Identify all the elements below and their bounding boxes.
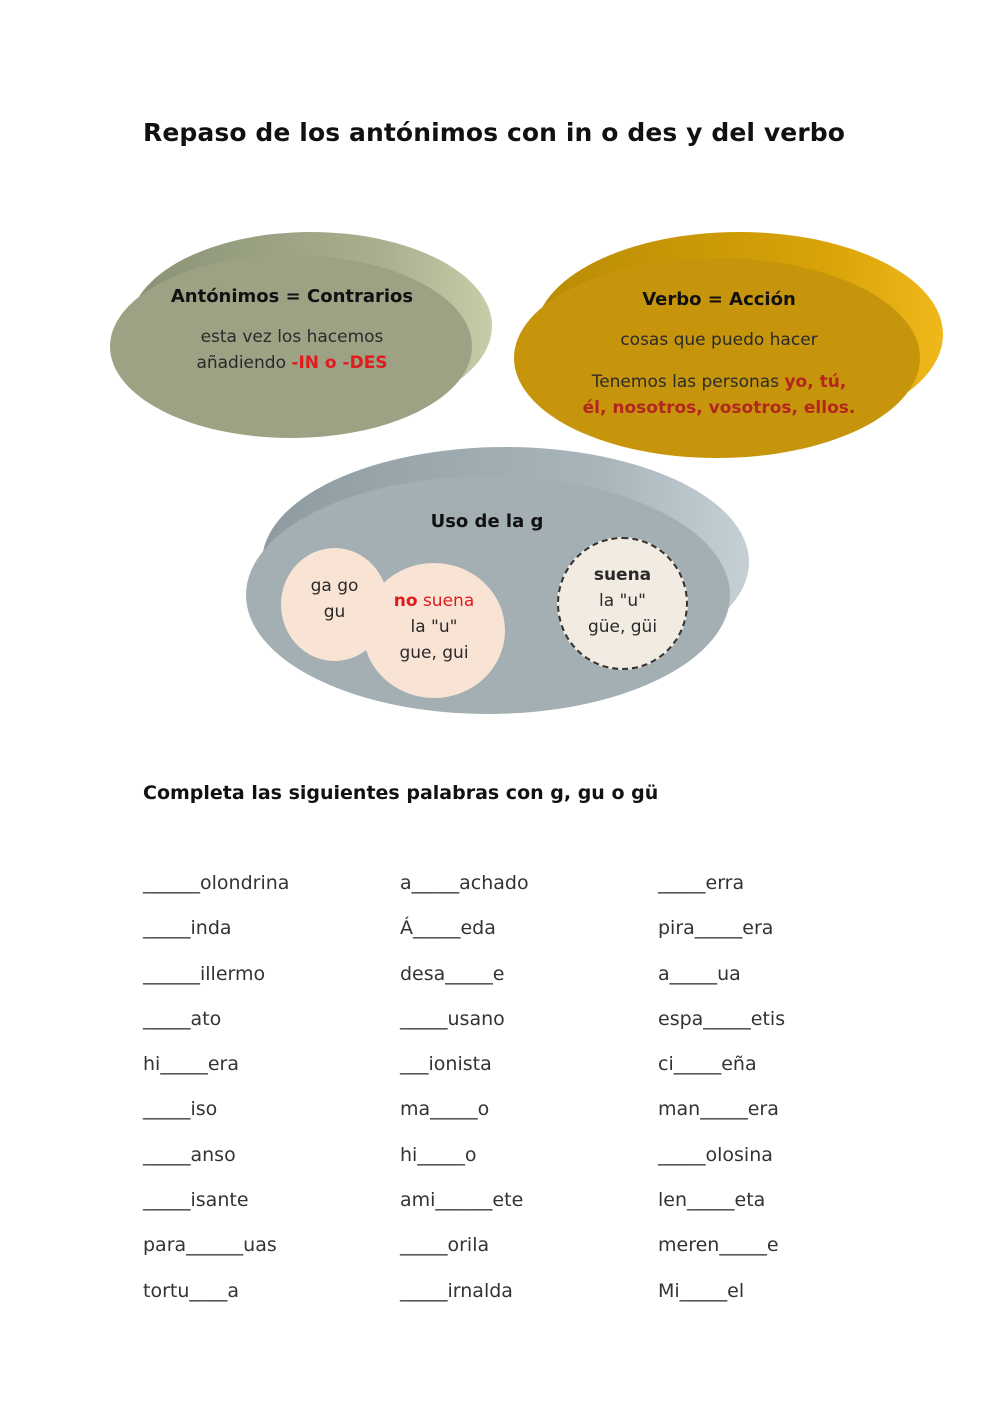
word-column-1 (143, 871, 289, 1324)
word-item: Mi_____el (658, 1279, 745, 1302)
word-item: _____irnalda (400, 1279, 513, 1302)
verbo-line3 (560, 395, 878, 421)
circle2-line3: gue, gui (399, 643, 469, 663)
antonimos-heading: Antónimos = Contrarios (170, 286, 414, 307)
circle2-no: no (393, 591, 418, 611)
circle-suena (557, 537, 688, 670)
word-item: _____usano (400, 1007, 505, 1030)
verbo-heading: Verbo = Acción (642, 289, 796, 310)
verbo-line1: cosas que puedo hacer (620, 330, 818, 350)
verbo-line2 (560, 369, 878, 395)
word-item: _____orila (400, 1234, 490, 1257)
circle3-line2: la "u" (599, 591, 646, 611)
verbo-line2-prefix: Tenemos las personas (591, 372, 780, 392)
word-item: ___ionista (400, 1053, 492, 1076)
word-item: para______uas (143, 1234, 277, 1257)
word-item: pira_____era (658, 917, 774, 940)
word-item: _____olosina (658, 1143, 773, 1166)
circle2-line2: la "u" (410, 617, 458, 637)
word-item: Á_____eda (400, 917, 496, 940)
word-item: _____ato (143, 1007, 222, 1030)
antonimos-line2 (150, 350, 434, 376)
word-item: ci_____eña (658, 1053, 757, 1076)
word-item: ami______ete (400, 1189, 524, 1212)
circle1-line2: gu (323, 602, 346, 622)
word-item: meren_____e (658, 1234, 779, 1257)
circle3-line3: güe, güi (587, 617, 658, 637)
word-item: espa_____etis (658, 1007, 786, 1030)
circle2-suena: suena (422, 591, 475, 611)
word-item: _____erra (658, 872, 745, 894)
page-title: Repaso de los antónimos con in o des y del verbo (143, 118, 846, 147)
word-item: _____iso (143, 1098, 218, 1121)
word-item: a_____ua (658, 962, 741, 985)
uso-heading: Uso de la g (430, 511, 544, 532)
circle2-line1 (363, 588, 505, 614)
word-item: _____isante (143, 1189, 249, 1212)
word-item: man_____era (658, 1098, 779, 1121)
word-item: hi_____era (143, 1053, 239, 1076)
word-item: a_____achado (400, 872, 529, 894)
word-item: ______illermo (143, 962, 266, 985)
word-item: ______olondrina (143, 872, 290, 894)
circle3-suena: suena (593, 565, 652, 585)
word-item: hi_____o (400, 1143, 477, 1166)
word-item: ma_____o (400, 1098, 490, 1121)
word-column-3 (658, 871, 785, 1324)
circle1-line1: ga go (310, 576, 359, 596)
word-item: _____inda (143, 917, 232, 940)
verbo-text (560, 289, 878, 421)
verbo-personas-highlight-2: él, nosotros, vosotros, ellos. (582, 398, 856, 418)
word-item: _____anso (143, 1143, 236, 1166)
word-item: desa_____e (400, 962, 505, 985)
exercise-instruction: Completa las siguientes palabras con g, gu o gü (143, 782, 659, 804)
antonimos-line1: esta vez los hacemos (200, 327, 384, 347)
antonimos-text (150, 286, 434, 376)
antonimos-line2-prefix: añadiendo (196, 353, 286, 373)
circle-no-suena (363, 563, 505, 698)
antonimos-suffix-highlight: -IN o -DES (291, 353, 388, 373)
word-column-2 (400, 871, 529, 1324)
word-item: len_____eta (658, 1189, 766, 1212)
verbo-personas-highlight-1: yo, tú, (784, 372, 847, 392)
word-item: tortu____a (143, 1279, 240, 1302)
